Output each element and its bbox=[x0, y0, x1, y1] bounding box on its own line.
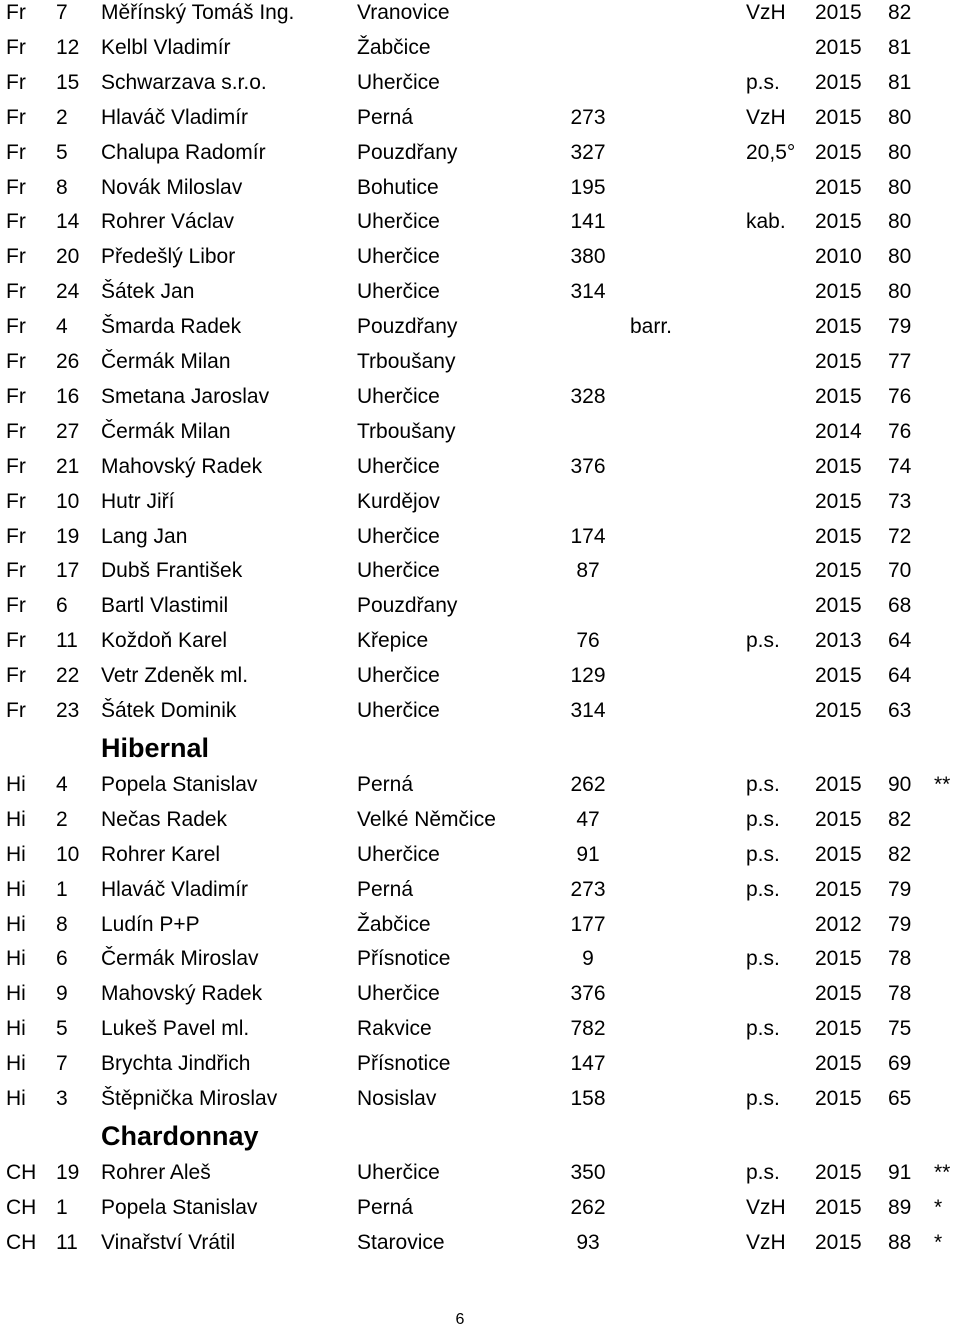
row-number: 6 bbox=[56, 594, 68, 618]
row-score: 91 bbox=[888, 1160, 912, 1184]
row-number: 19 bbox=[56, 1160, 80, 1184]
row-vintage: 2015 bbox=[815, 384, 862, 408]
row-code: Fr bbox=[6, 210, 26, 234]
row-place: Trboušany bbox=[357, 419, 456, 443]
row-code: Fr bbox=[6, 384, 26, 408]
row-score: 73 bbox=[888, 489, 912, 513]
row-place: Uherčice bbox=[357, 664, 440, 688]
row-vintage: 2015 bbox=[815, 842, 862, 866]
row-place: Uherčice bbox=[357, 384, 440, 408]
row-place: Uherčice bbox=[357, 70, 440, 94]
row-code: Hi bbox=[6, 807, 26, 831]
row-number: 4 bbox=[56, 772, 68, 796]
row-vintage: 2015 bbox=[815, 1160, 862, 1184]
section-heading: Hibernal bbox=[101, 732, 210, 763]
row-place: Žabčice bbox=[357, 35, 431, 59]
table-row bbox=[0, 802, 960, 837]
row-lot-number: 47 bbox=[576, 807, 600, 831]
row-score: 75 bbox=[888, 1017, 912, 1041]
table-row bbox=[0, 344, 960, 379]
row-vintage: 2015 bbox=[815, 70, 862, 94]
row-vintage: 2015 bbox=[815, 1017, 862, 1041]
row-vintage: 2015 bbox=[815, 559, 862, 583]
page-number: 6 bbox=[455, 1311, 465, 1328]
row-grower: Brychta Jindřich bbox=[101, 1052, 251, 1076]
table-row bbox=[0, 907, 960, 942]
row-score: 80 bbox=[888, 245, 912, 269]
row-note: p.s. bbox=[746, 807, 780, 831]
row-code: Fr bbox=[6, 175, 26, 199]
row-vintage: 2015 bbox=[815, 1195, 862, 1219]
row-code: Fr bbox=[6, 524, 26, 548]
row-vintage: 2015 bbox=[815, 1230, 862, 1254]
row-lot-number: 262 bbox=[570, 772, 606, 796]
row-score: 74 bbox=[888, 454, 912, 478]
row-number: 26 bbox=[56, 350, 80, 373]
row-score: 88 bbox=[888, 1230, 912, 1254]
row-score: 79 bbox=[888, 877, 912, 901]
row-rating: * bbox=[934, 1230, 943, 1254]
row-score: 79 bbox=[888, 912, 912, 936]
row-grower: Dubš František bbox=[101, 559, 243, 583]
row-code: Hi bbox=[6, 982, 26, 1006]
row-lot-number: 273 bbox=[570, 877, 606, 901]
row-place: Pouzdřany bbox=[357, 594, 458, 618]
row-number: 27 bbox=[56, 419, 80, 443]
row-grower: Smetana Jaroslav bbox=[101, 384, 270, 408]
row-vintage: 2015 bbox=[815, 524, 862, 548]
row-score: 65 bbox=[888, 1087, 912, 1110]
table-row bbox=[0, 65, 960, 100]
row-lot-number: 9 bbox=[582, 947, 594, 971]
row-number: 21 bbox=[56, 454, 80, 478]
row-grower: Štěpnička Miroslav bbox=[101, 1087, 278, 1110]
row-lot-number: 177 bbox=[570, 912, 606, 936]
table-row bbox=[0, 767, 960, 802]
section-heading: Chardonnay bbox=[101, 1120, 259, 1151]
row-vintage: 2013 bbox=[815, 629, 862, 653]
row-place: Perná bbox=[357, 772, 414, 796]
row-place: Nosislav bbox=[357, 1087, 437, 1110]
row-place: Kurdějov bbox=[357, 489, 440, 513]
row-number: 5 bbox=[56, 140, 68, 164]
row-code: Fr bbox=[6, 629, 26, 653]
row-note: VzH bbox=[746, 1, 786, 24]
row-score: 80 bbox=[888, 105, 912, 129]
table-row bbox=[0, 170, 960, 205]
row-place: Uherčice bbox=[357, 842, 440, 866]
row-code: Fr bbox=[6, 245, 26, 269]
row-rating: * bbox=[934, 1195, 943, 1219]
row-number: 8 bbox=[56, 175, 68, 199]
row-code: Fr bbox=[6, 699, 26, 722]
row-code: Hi bbox=[6, 1052, 26, 1076]
row-place: Uherčice bbox=[357, 524, 440, 548]
row-score: 81 bbox=[888, 35, 912, 59]
row-lot-number: 376 bbox=[570, 454, 606, 478]
table-row bbox=[0, 1225, 960, 1260]
row-vintage: 2015 bbox=[815, 210, 862, 234]
row-code: CH bbox=[6, 1195, 37, 1219]
table-row bbox=[0, 941, 960, 976]
row-code: CH bbox=[6, 1160, 37, 1184]
row-place: Vranovice bbox=[357, 1, 450, 24]
row-vintage: 2015 bbox=[815, 947, 862, 971]
table-row bbox=[0, 623, 960, 658]
row-lot-number: 158 bbox=[570, 1087, 606, 1110]
row-vintage: 2015 bbox=[815, 350, 862, 373]
row-place: Starovice bbox=[357, 1230, 445, 1254]
table-row bbox=[0, 553, 960, 588]
row-lot-number: 141 bbox=[570, 210, 606, 234]
row-lot-number: 782 bbox=[570, 1017, 606, 1041]
row-number: 12 bbox=[56, 35, 80, 59]
row-number: 14 bbox=[56, 210, 80, 234]
row-lot-number: 273 bbox=[570, 105, 606, 129]
row-note: p.s. bbox=[746, 70, 780, 94]
table-row bbox=[0, 239, 960, 274]
row-grower: Šátek Dominik bbox=[101, 699, 237, 722]
row-place: Uherčice bbox=[357, 280, 440, 304]
table-row bbox=[0, 1011, 960, 1046]
row-score: 80 bbox=[888, 280, 912, 304]
row-note: VzH bbox=[746, 1195, 786, 1219]
row-place: Perná bbox=[357, 105, 414, 129]
row-place: Pouzdřany bbox=[357, 315, 458, 339]
row-code: Fr bbox=[6, 350, 26, 373]
row-place: Přísnotice bbox=[357, 1052, 451, 1076]
row-vintage: 2015 bbox=[815, 594, 862, 618]
row-grower: Rohrer Václav bbox=[101, 210, 235, 234]
row-grower: Lukeš Pavel ml. bbox=[101, 1017, 250, 1041]
row-score: 80 bbox=[888, 210, 912, 234]
table-row bbox=[0, 872, 960, 907]
row-grower: Rohrer Aleš bbox=[101, 1160, 211, 1184]
row-number: 6 bbox=[56, 947, 68, 971]
row-vintage: 2015 bbox=[815, 280, 862, 304]
row-grower: Rohrer Karel bbox=[101, 842, 221, 866]
row-number: 7 bbox=[56, 1052, 68, 1076]
row-score: 82 bbox=[888, 1, 912, 24]
table-row bbox=[0, 484, 960, 519]
row-code: Fr bbox=[6, 559, 26, 583]
table-row bbox=[0, 1190, 960, 1225]
table-row bbox=[0, 658, 960, 693]
row-code: Fr bbox=[6, 594, 26, 618]
row-note: kab. bbox=[746, 210, 786, 234]
row-code: Hi bbox=[6, 877, 26, 901]
row-place: Perná bbox=[357, 1195, 414, 1219]
row-number: 10 bbox=[56, 489, 80, 513]
row-score: 77 bbox=[888, 350, 912, 373]
row-grower: Kelbl Vladimír bbox=[101, 35, 231, 59]
row-number: 2 bbox=[56, 105, 68, 129]
row-number: 5 bbox=[56, 1017, 68, 1041]
row-place: Pouzdřany bbox=[357, 140, 458, 164]
row-lot-number: 328 bbox=[570, 384, 606, 408]
row-note: p.s. bbox=[746, 629, 780, 653]
row-grower: Mahovský Radek bbox=[101, 454, 263, 478]
table-row bbox=[0, 100, 960, 135]
row-code: Fr bbox=[6, 419, 26, 443]
row-number: 11 bbox=[56, 1230, 78, 1254]
row-note: p.s. bbox=[746, 1017, 780, 1041]
row-vintage: 2015 bbox=[815, 454, 862, 478]
row-place: Bohutice bbox=[357, 175, 439, 199]
row-code: Fr bbox=[6, 70, 26, 94]
row-code: Hi bbox=[6, 842, 26, 866]
row-lot-number: 129 bbox=[570, 664, 606, 688]
row-score: 68 bbox=[888, 594, 912, 618]
row-note: p.s. bbox=[746, 947, 780, 971]
row-note: p.s. bbox=[746, 877, 780, 901]
row-score: 90 bbox=[888, 772, 912, 796]
row-number: 23 bbox=[56, 699, 80, 722]
row-number: 16 bbox=[56, 384, 80, 408]
row-grower: Popela Stanislav bbox=[101, 772, 258, 796]
row-vintage: 2015 bbox=[815, 35, 862, 59]
row-score: 78 bbox=[888, 947, 912, 971]
row-grower: Čermák Milan bbox=[101, 350, 231, 373]
row-grower: Měřínský Tomáš Ing. bbox=[101, 1, 295, 24]
row-code: Fr bbox=[6, 454, 26, 478]
row-number: 2 bbox=[56, 807, 68, 831]
row-grower: Koždoň Karel bbox=[101, 629, 228, 653]
row-rating: ** bbox=[934, 772, 951, 796]
row-grower: Bartl Vlastimil bbox=[101, 594, 229, 618]
row-number: 7 bbox=[56, 1, 68, 24]
row-lot-number: 262 bbox=[570, 1195, 606, 1219]
row-vintage: 2015 bbox=[815, 664, 862, 688]
row-lot-number: 376 bbox=[570, 982, 606, 1006]
row-score: 63 bbox=[888, 699, 912, 722]
row-score: 79 bbox=[888, 315, 912, 339]
row-grower: Popela Stanislav bbox=[101, 1195, 258, 1219]
row-code: Hi bbox=[6, 1017, 26, 1041]
row-code: Fr bbox=[6, 664, 26, 688]
row-grower: Předešlý Libor bbox=[101, 245, 236, 269]
row-note: VzH bbox=[746, 1230, 786, 1254]
row-place: Rakvice bbox=[357, 1017, 432, 1041]
row-score: 80 bbox=[888, 140, 912, 164]
table-row bbox=[0, 204, 960, 239]
row-score: 78 bbox=[888, 982, 912, 1006]
row-lot-number: 350 bbox=[570, 1160, 606, 1184]
row-code: CH bbox=[6, 1230, 37, 1254]
row-score: 82 bbox=[888, 807, 912, 831]
row-lot-number: barr. bbox=[630, 315, 673, 339]
row-score: 76 bbox=[888, 419, 912, 443]
row-place: Uherčice bbox=[357, 210, 440, 234]
row-number: 17 bbox=[56, 559, 80, 583]
row-vintage: 2015 bbox=[815, 807, 862, 831]
row-place: Velké Němčice bbox=[357, 807, 496, 831]
row-score: 76 bbox=[888, 384, 912, 408]
row-number: 8 bbox=[56, 912, 68, 936]
row-code: Fr bbox=[6, 280, 26, 304]
table-row bbox=[0, 588, 960, 623]
row-score: 81 bbox=[888, 70, 912, 94]
row-vintage: 2012 bbox=[815, 912, 862, 936]
row-grower: Vetr Zdeněk ml. bbox=[101, 664, 249, 688]
row-grower: Vinařství Vrátil bbox=[101, 1230, 236, 1254]
row-lot-number: 380 bbox=[570, 245, 606, 269]
row-rating: ** bbox=[934, 1160, 951, 1184]
row-number: 1 bbox=[56, 1195, 68, 1219]
row-grower: Novák Miloslav bbox=[101, 175, 243, 199]
row-place: Uherčice bbox=[357, 559, 440, 583]
row-code: Fr bbox=[6, 489, 26, 513]
row-place: Přísnotice bbox=[357, 947, 451, 971]
row-grower: Čermák Miroslav bbox=[101, 947, 259, 971]
row-grower: Hlaváč Vladimír bbox=[101, 105, 249, 129]
row-grower: Mahovský Radek bbox=[101, 982, 263, 1006]
row-code: Fr bbox=[6, 140, 26, 164]
row-vintage: 2015 bbox=[815, 877, 862, 901]
row-place: Uherčice bbox=[357, 1160, 440, 1184]
row-vintage: 2015 bbox=[815, 1087, 862, 1110]
table-row bbox=[0, 1046, 960, 1081]
row-vintage: 2014 bbox=[815, 419, 862, 443]
row-score: 64 bbox=[888, 629, 912, 653]
row-lot-number: 327 bbox=[570, 140, 606, 164]
row-lot-number: 147 bbox=[570, 1052, 606, 1076]
row-vintage: 2015 bbox=[815, 982, 862, 1006]
row-note: VzH bbox=[746, 105, 786, 129]
table-row bbox=[0, 274, 960, 309]
row-number: 24 bbox=[56, 280, 80, 304]
table-row bbox=[0, 1155, 960, 1190]
row-code: Fr bbox=[6, 315, 26, 339]
row-vintage: 2015 bbox=[815, 105, 862, 129]
row-number: 10 bbox=[56, 842, 80, 866]
row-code: Fr bbox=[6, 35, 26, 59]
row-place: Žabčice bbox=[357, 912, 431, 936]
table-row bbox=[0, 0, 960, 30]
row-lot-number: 195 bbox=[570, 175, 606, 199]
row-place: Perná bbox=[357, 877, 414, 901]
row-number: 3 bbox=[56, 1087, 68, 1110]
row-score: 89 bbox=[888, 1195, 912, 1219]
row-vintage: 2015 bbox=[815, 1052, 862, 1076]
row-note: p.s. bbox=[746, 1087, 780, 1110]
row-grower: Šátek Jan bbox=[101, 280, 195, 304]
row-place: Uherčice bbox=[357, 454, 440, 478]
row-score: 82 bbox=[888, 842, 912, 866]
row-number: 22 bbox=[56, 664, 80, 688]
row-place: Uherčice bbox=[357, 699, 440, 722]
row-grower: Hutr Jiří bbox=[101, 489, 175, 513]
table-row bbox=[0, 1081, 960, 1116]
row-score: 69 bbox=[888, 1052, 912, 1076]
row-code: Hi bbox=[6, 947, 26, 971]
row-code: Hi bbox=[6, 772, 26, 796]
table-row bbox=[0, 976, 960, 1011]
row-grower: Čermák Milan bbox=[101, 419, 231, 443]
row-number: 19 bbox=[56, 524, 80, 548]
row-note: p.s. bbox=[746, 842, 780, 866]
row-lot-number: 314 bbox=[570, 699, 606, 722]
row-grower: Lang Jan bbox=[101, 524, 188, 548]
row-code: Fr bbox=[6, 1, 26, 24]
table-row bbox=[0, 309, 960, 344]
row-grower: Ludín P+P bbox=[101, 912, 200, 936]
row-number: 15 bbox=[56, 70, 80, 94]
row-vintage: 2015 bbox=[815, 315, 862, 339]
table-row bbox=[0, 135, 960, 170]
row-vintage: 2015 bbox=[815, 699, 862, 722]
row-lot-number: 93 bbox=[576, 1230, 600, 1254]
table-row bbox=[0, 414, 960, 449]
row-code: Fr bbox=[6, 105, 26, 129]
row-number: 20 bbox=[56, 245, 80, 269]
row-note: p.s. bbox=[746, 1160, 780, 1184]
row-score: 80 bbox=[888, 175, 912, 199]
row-place: Uherčice bbox=[357, 245, 440, 269]
row-note: p.s. bbox=[746, 772, 780, 796]
row-grower: Chalupa Radomír bbox=[101, 140, 266, 164]
row-lot-number: 87 bbox=[576, 559, 600, 583]
table-row bbox=[0, 693, 960, 728]
row-vintage: 2015 bbox=[815, 140, 862, 164]
row-place: Trboušany bbox=[357, 350, 456, 373]
row-score: 70 bbox=[888, 559, 912, 583]
table-row bbox=[0, 449, 960, 484]
table-row bbox=[0, 30, 960, 65]
row-grower: Hlaváč Vladimír bbox=[101, 877, 249, 901]
row-code: Hi bbox=[6, 912, 26, 936]
row-code: Hi bbox=[6, 1087, 26, 1110]
row-grower: Nečas Radek bbox=[101, 807, 228, 831]
row-number: 4 bbox=[56, 315, 68, 339]
table-row bbox=[0, 379, 960, 414]
table-row bbox=[0, 837, 960, 872]
row-vintage: 2015 bbox=[815, 772, 862, 796]
row-grower: Schwarzava s.r.o. bbox=[101, 70, 267, 94]
row-lot-number: 174 bbox=[570, 524, 606, 548]
row-note: 20,5° bbox=[746, 140, 796, 164]
row-lot-number: 91 bbox=[576, 842, 600, 866]
row-grower: Šmarda Radek bbox=[101, 315, 242, 339]
row-vintage: 2015 bbox=[815, 1, 862, 24]
row-number: 1 bbox=[56, 877, 68, 901]
row-lot-number: 314 bbox=[570, 280, 606, 304]
table-row bbox=[0, 519, 960, 554]
row-vintage: 2015 bbox=[815, 489, 862, 513]
row-number: 9 bbox=[56, 982, 68, 1006]
row-place: Uherčice bbox=[357, 982, 440, 1006]
row-vintage: 2010 bbox=[815, 245, 862, 269]
row-lot-number: 76 bbox=[576, 629, 600, 653]
row-vintage: 2015 bbox=[815, 175, 862, 199]
row-number: 11 bbox=[56, 629, 78, 653]
row-score: 72 bbox=[888, 524, 912, 548]
row-place: Křepice bbox=[357, 629, 429, 653]
row-score: 64 bbox=[888, 664, 912, 688]
